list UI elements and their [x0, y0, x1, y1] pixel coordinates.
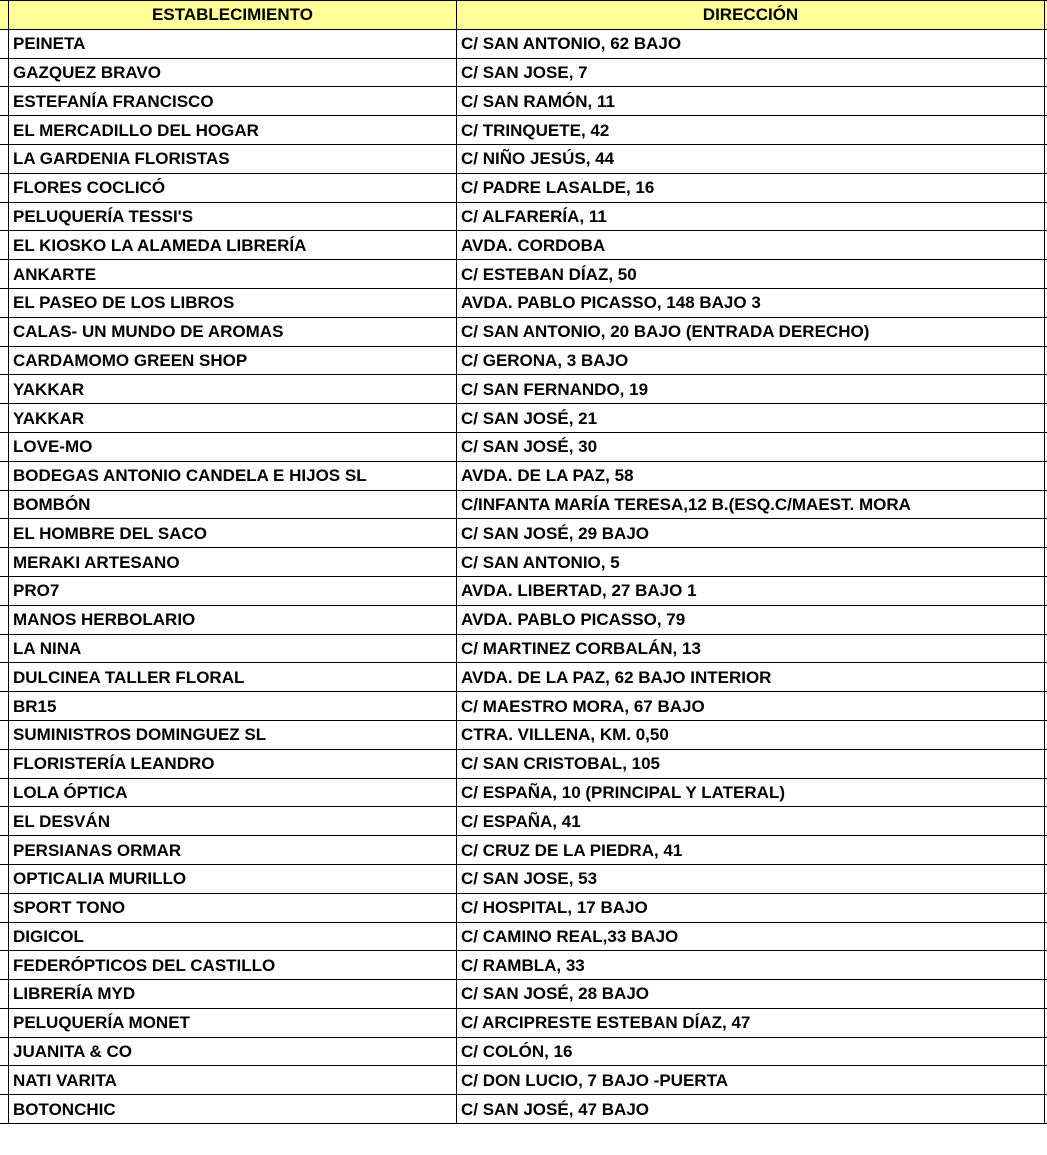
cell-establecimiento[interactable]: DIGICOL [9, 922, 457, 951]
cell-establecimiento[interactable]: YAKKAR [9, 375, 457, 404]
cell-direccion[interactable]: C/ SAN JOSÉ, 29 BAJO [457, 519, 1045, 548]
table-row [0, 548, 1047, 577]
row-edge-left [0, 288, 9, 317]
row-edge-left [0, 749, 9, 778]
cell-direccion[interactable]: C/ SAN ANTONIO, 62 BAJO [457, 29, 1045, 58]
cell-establecimiento[interactable]: OPTICALIA MURILLO [9, 864, 457, 893]
cell-direccion[interactable]: C/ SAN CRISTOBAL, 105 [457, 749, 1045, 778]
cell-establecimiento[interactable]: MANOS HERBOLARIO [9, 605, 457, 634]
row-edge-left [0, 260, 9, 289]
cell-establecimiento[interactable]: LA GARDENIA FLORISTAS [9, 144, 457, 173]
table-row [0, 346, 1047, 375]
row-edge-left [0, 432, 9, 461]
table-row [0, 663, 1047, 692]
table-row [0, 116, 1047, 145]
row-edge-left [0, 173, 9, 202]
row-edge-left [0, 404, 9, 433]
table-row [0, 1037, 1047, 1066]
cell-establecimiento[interactable]: PERSIANAS ORMAR [9, 836, 457, 865]
cell-establecimiento[interactable]: ANKARTE [9, 260, 457, 289]
cell-direccion[interactable]: C/INFANTA MARÍA TERESA,12 B.(ESQ.C/MAEST. MORA [457, 490, 1045, 519]
row-edge-left [0, 346, 9, 375]
cell-establecimiento[interactable]: FLORES COCLICÓ [9, 173, 457, 202]
table-body [0, 29, 1047, 1123]
table-row [0, 1066, 1047, 1095]
cell-direccion[interactable]: C/ GERONA, 3 BAJO [457, 346, 1045, 375]
row-edge-left [0, 1066, 9, 1095]
cell-direccion[interactable]: C/ CAMINO REAL,33 BAJO [457, 922, 1045, 951]
cell-direccion[interactable]: C/ NIÑO JESÚS, 44 [457, 144, 1045, 173]
row-edge-left [0, 375, 9, 404]
cell-establecimiento[interactable]: CALAS- UN MUNDO DE AROMAS [9, 317, 457, 346]
cell-direccion[interactable]: C/ SAN JOSÉ, 21 [457, 404, 1045, 433]
row-edge-left [0, 87, 9, 116]
cell-direccion[interactable]: C/ PADRE LASALDE, 16 [457, 173, 1045, 202]
cell-establecimiento[interactable]: FEDERÓPTICOS DEL CASTILLO [9, 951, 457, 980]
row-edge-left [0, 720, 9, 749]
table-row [0, 778, 1047, 807]
cell-establecimiento[interactable]: EL PASEO DE LOS LIBROS [9, 288, 457, 317]
cell-establecimiento[interactable]: BR15 [9, 692, 457, 721]
cell-establecimiento[interactable]: ESTEFANÍA FRANCISCO [9, 87, 457, 116]
row-edge-left [0, 1008, 9, 1037]
cell-direccion[interactable]: AVDA. DE LA PAZ, 58 [457, 461, 1045, 490]
cell-direccion[interactable]: C/ ALFARERÍA, 11 [457, 202, 1045, 231]
cell-establecimiento[interactable]: LIBRERÍA MYD [9, 980, 457, 1009]
row-edge-left [0, 951, 9, 980]
cell-direccion[interactable]: C/ SAN JOSÉ, 47 BAJO [457, 1095, 1045, 1124]
cell-establecimiento[interactable]: LOVE-MO [9, 432, 457, 461]
row-edge-left [0, 58, 9, 87]
cell-establecimiento[interactable]: CARDAMOMO GREEN SHOP [9, 346, 457, 375]
cell-establecimiento[interactable]: EL KIOSKO LA ALAMEDA LIBRERÍA [9, 231, 457, 260]
row-edge-left [0, 1037, 9, 1066]
cell-direccion[interactable]: C/ RAMBLA, 33 [457, 951, 1045, 980]
cell-direccion[interactable]: C/ CRUZ DE LA PIEDRA, 41 [457, 836, 1045, 865]
cell-establecimiento[interactable]: GAZQUEZ BRAVO [9, 58, 457, 87]
cell-direccion[interactable]: AVDA. DE LA PAZ, 62 BAJO INTERIOR [457, 663, 1045, 692]
row-edge-left [0, 807, 9, 836]
row-edge-left [0, 461, 9, 490]
cell-establecimiento[interactable]: LA NINA [9, 634, 457, 663]
cell-establecimiento[interactable]: LOLA ÓPTICA [9, 778, 457, 807]
table-row [0, 836, 1047, 865]
table-row [0, 231, 1047, 260]
table-row [0, 519, 1047, 548]
table-row [0, 58, 1047, 87]
header-establecimiento[interactable]: ESTABLECIMIENTO [9, 1, 457, 30]
cell-establecimiento[interactable]: BODEGAS ANTONIO CANDELA E HIJOS SL [9, 461, 457, 490]
cell-establecimiento[interactable]: PELUQUERÍA TESSI'S [9, 202, 457, 231]
cell-establecimiento[interactable]: PEINETA [9, 29, 457, 58]
table-row [0, 260, 1047, 289]
row-edge-left [0, 605, 9, 634]
cell-establecimiento[interactable]: PRO7 [9, 576, 457, 605]
row-edge-left [0, 692, 9, 721]
table-row [0, 864, 1047, 893]
row-edge-left [0, 663, 9, 692]
cell-direccion[interactable]: AVDA. PABLO PICASSO, 79 [457, 605, 1045, 634]
row-edge-left [0, 29, 9, 58]
row-edge-left [0, 490, 9, 519]
cell-direccion[interactable]: C/ SAN JOSÉ, 30 [457, 432, 1045, 461]
cell-direccion[interactable]: C/ SAN JOSE, 7 [457, 58, 1045, 87]
row-edge-left [0, 922, 9, 951]
row-edge-left [0, 1095, 9, 1124]
cell-direccion[interactable]: C/ MARTINEZ CORBALÁN, 13 [457, 634, 1045, 663]
cell-establecimiento[interactable]: YAKKAR [9, 404, 457, 433]
cell-establecimiento[interactable]: NATI VARITA [9, 1066, 457, 1095]
cell-direccion[interactable]: C/ SAN JOSÉ, 28 BAJO [457, 980, 1045, 1009]
table-row [0, 1008, 1047, 1037]
row-edge-left [0, 980, 9, 1009]
cell-direccion[interactable]: C/ SAN FERNANDO, 19 [457, 375, 1045, 404]
cell-establecimiento[interactable]: BOTONCHIC [9, 1095, 457, 1124]
table-row [0, 893, 1047, 922]
table-row [0, 375, 1047, 404]
table-row [0, 634, 1047, 663]
cell-establecimiento[interactable]: BOMBÓN [9, 490, 457, 519]
table-row [0, 490, 1047, 519]
table-row [0, 980, 1047, 1009]
table-row [0, 605, 1047, 634]
table-row [0, 951, 1047, 980]
row-edge-left [0, 836, 9, 865]
cell-direccion[interactable]: CTRA. VILLENA, KM. 0,50 [457, 720, 1045, 749]
cell-establecimiento[interactable]: FLORISTERÍA LEANDRO [9, 749, 457, 778]
table-row [0, 922, 1047, 951]
cell-establecimiento[interactable]: EL MERCADILLO DEL HOGAR [9, 116, 457, 145]
cell-direccion[interactable]: C/ SAN RAMÓN, 11 [457, 87, 1045, 116]
cell-establecimiento[interactable]: EL DESVÁN [9, 807, 457, 836]
table-row [0, 288, 1047, 317]
table-row [0, 692, 1047, 721]
table-row [0, 87, 1047, 116]
cell-establecimiento[interactable]: MERAKI ARTESANO [9, 548, 457, 577]
table-row [0, 144, 1047, 173]
cell-direccion[interactable]: C/ ESTEBAN DÍAZ, 50 [457, 260, 1045, 289]
row-edge-left [0, 231, 9, 260]
cell-direccion[interactable]: C/ SAN JOSE, 53 [457, 864, 1045, 893]
cell-direccion[interactable]: C/ COLÓN, 16 [457, 1037, 1045, 1066]
cell-direccion[interactable]: C/ DON LUCIO, 7 BAJO -PUERTA [457, 1066, 1045, 1095]
cell-direccion[interactable]: C/ MAESTRO MORA, 67 BAJO [457, 692, 1045, 721]
cell-direccion[interactable]: C/ SAN ANTONIO, 20 BAJO (ENTRADA DERECHO) [457, 317, 1045, 346]
table-row [0, 317, 1047, 346]
table-row [0, 202, 1047, 231]
cell-establecimiento[interactable]: SUMINISTROS DOMINGUEZ SL [9, 720, 457, 749]
header-row [0, 1, 1047, 30]
cell-direccion[interactable]: C/ TRINQUETE, 42 [457, 116, 1045, 145]
row-edge-left [0, 576, 9, 605]
header-direccion[interactable]: DIRECCIÓN [457, 1, 1045, 30]
header-edge-left [0, 1, 9, 30]
cell-direccion[interactable]: C/ HOSPITAL, 17 BAJO [457, 893, 1045, 922]
table-row [0, 1095, 1047, 1124]
cell-direccion[interactable]: AVDA. CORDOBA [457, 231, 1045, 260]
table-row [0, 807, 1047, 836]
row-edge-left [0, 116, 9, 145]
cell-direccion[interactable]: C/ SAN ANTONIO, 5 [457, 548, 1045, 577]
table-row [0, 404, 1047, 433]
table-row [0, 749, 1047, 778]
table-row [0, 720, 1047, 749]
cell-establecimiento[interactable]: EL HOMBRE DEL SACO [9, 519, 457, 548]
row-edge-left [0, 634, 9, 663]
cell-establecimiento[interactable]: PELUQUERÍA MONET [9, 1008, 457, 1037]
table-row [0, 461, 1047, 490]
row-edge-left [0, 778, 9, 807]
table-row [0, 576, 1047, 605]
row-edge-left [0, 548, 9, 577]
cell-establecimiento[interactable]: DULCINEA TALLER FLORAL [9, 663, 457, 692]
table-row [0, 29, 1047, 58]
table-row [0, 173, 1047, 202]
row-edge-left [0, 519, 9, 548]
cell-direccion[interactable]: AVDA. PABLO PICASSO, 148 BAJO 3 [457, 288, 1045, 317]
cell-direccion[interactable]: C/ ESPAÑA, 10 (PRINCIPAL Y LATERAL) [457, 778, 1045, 807]
cell-direccion[interactable]: C/ ARCIPRESTE ESTEBAN DÍAZ, 47 [457, 1008, 1045, 1037]
cell-direccion[interactable]: C/ ESPAÑA, 41 [457, 807, 1045, 836]
row-edge-left [0, 202, 9, 231]
row-edge-left [0, 317, 9, 346]
row-edge-left [0, 144, 9, 173]
table-row [0, 432, 1047, 461]
row-edge-left [0, 893, 9, 922]
cell-establecimiento[interactable]: SPORT TONO [9, 893, 457, 922]
cell-direccion[interactable]: AVDA. LIBERTAD, 27 BAJO 1 [457, 576, 1045, 605]
row-edge-left [0, 864, 9, 893]
cell-establecimiento[interactable]: JUANITA & CO [9, 1037, 457, 1066]
